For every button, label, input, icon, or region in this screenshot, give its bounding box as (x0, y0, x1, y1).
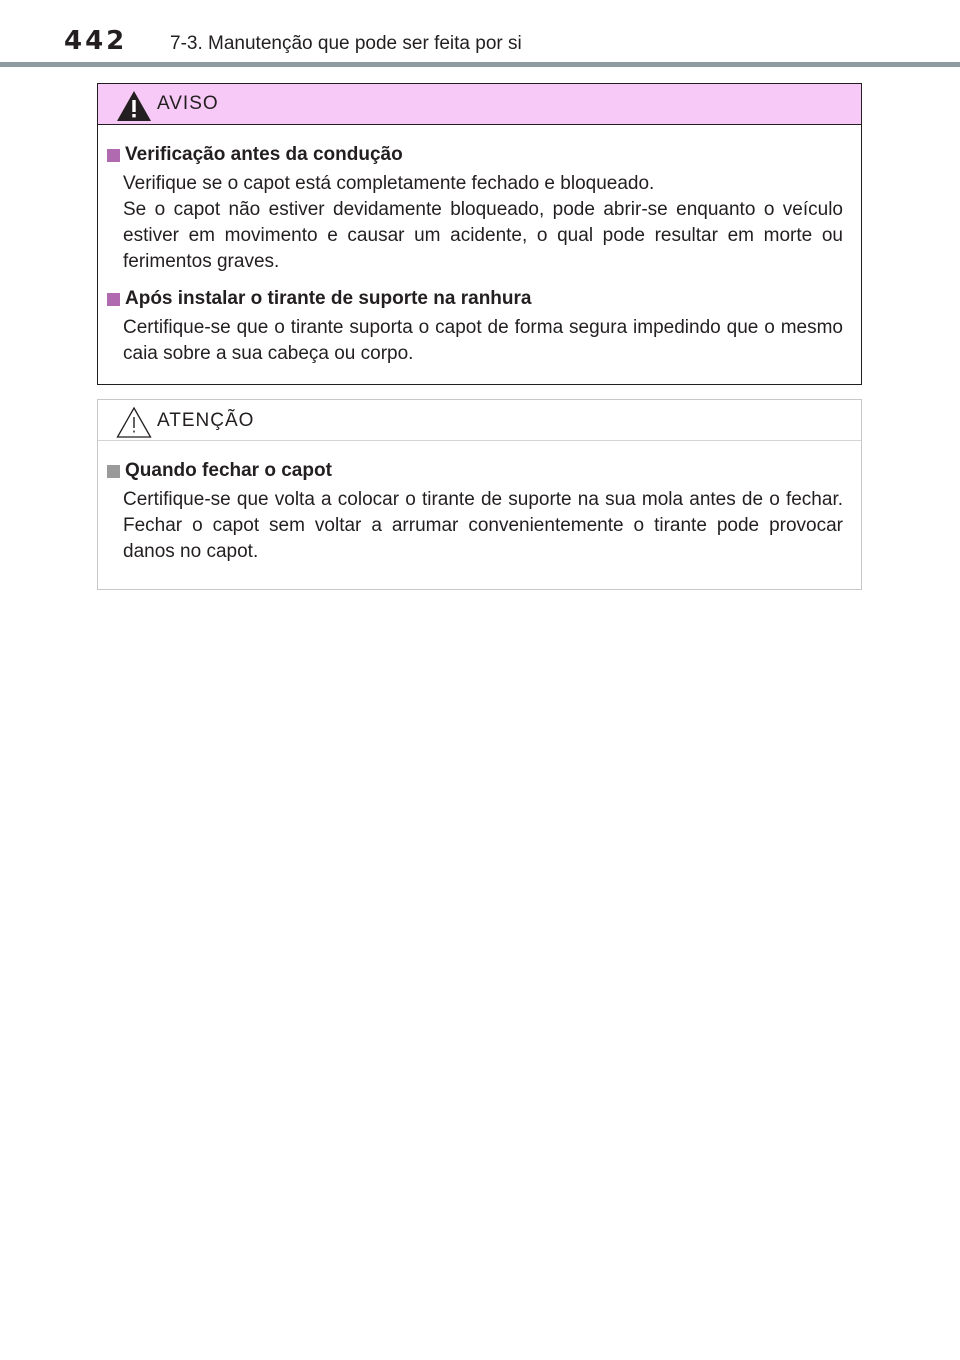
caution-item-title (107, 459, 843, 483)
caution-box-header (98, 400, 861, 441)
caution-item (107, 459, 843, 565)
warning-item-title-text: Após instalar o tirante de suporte na ranhura (125, 288, 532, 309)
square-bullet-icon (107, 293, 120, 306)
caution-box (97, 399, 862, 590)
warning-item-text-line: Verifique se o capot está completamente fechado e bloqueado. (123, 173, 655, 194)
warning-item-text-line: Se o capot não estiver devidamente bloqueado, pode abrir-se enquanto o veículo estiver em movimento e causar um acidente, o qual pode resultar em morte ou ferimentos graves. (123, 199, 843, 272)
warning-item-title (107, 287, 843, 311)
warning-item-text: Certifique-se que o tirante suporta o capot de forma segura impedindo que o mesmo caia sobre a sua cabeça ou corpo. (123, 317, 843, 364)
warning-item-text (123, 171, 843, 275)
warning-item (107, 143, 843, 275)
warning-box-body (98, 125, 861, 367)
warning-box (97, 83, 862, 385)
caution-label: ATENÇÃO (157, 410, 255, 431)
warning-item-title (107, 143, 843, 167)
square-bullet-icon (107, 149, 120, 162)
square-bullet-icon (107, 465, 120, 478)
warning-item (107, 287, 843, 367)
warning-triangle-filled-icon (115, 89, 153, 123)
warning-triangle-outline-icon (115, 405, 153, 439)
page-number: 442 (64, 26, 128, 56)
caution-box-body (98, 441, 861, 565)
warning-box-header (98, 84, 861, 125)
warning-label: AVISO (157, 93, 219, 114)
section-title: 7-3. Manutenção que pode ser feita por si (170, 33, 522, 54)
page-header (0, 0, 960, 68)
caution-item-title-text: Quando fechar o capot (125, 460, 332, 481)
warning-item-title-text: Verificação antes da condução (125, 144, 403, 165)
header-rule (0, 62, 960, 67)
caution-item-text: Certifique-se que volta a colocar o tirante de suporte na sua mola antes de o fechar. Fechar o capot sem voltar a arrumar convenientemente o tirante pode provocar danos no capot. (123, 489, 843, 562)
